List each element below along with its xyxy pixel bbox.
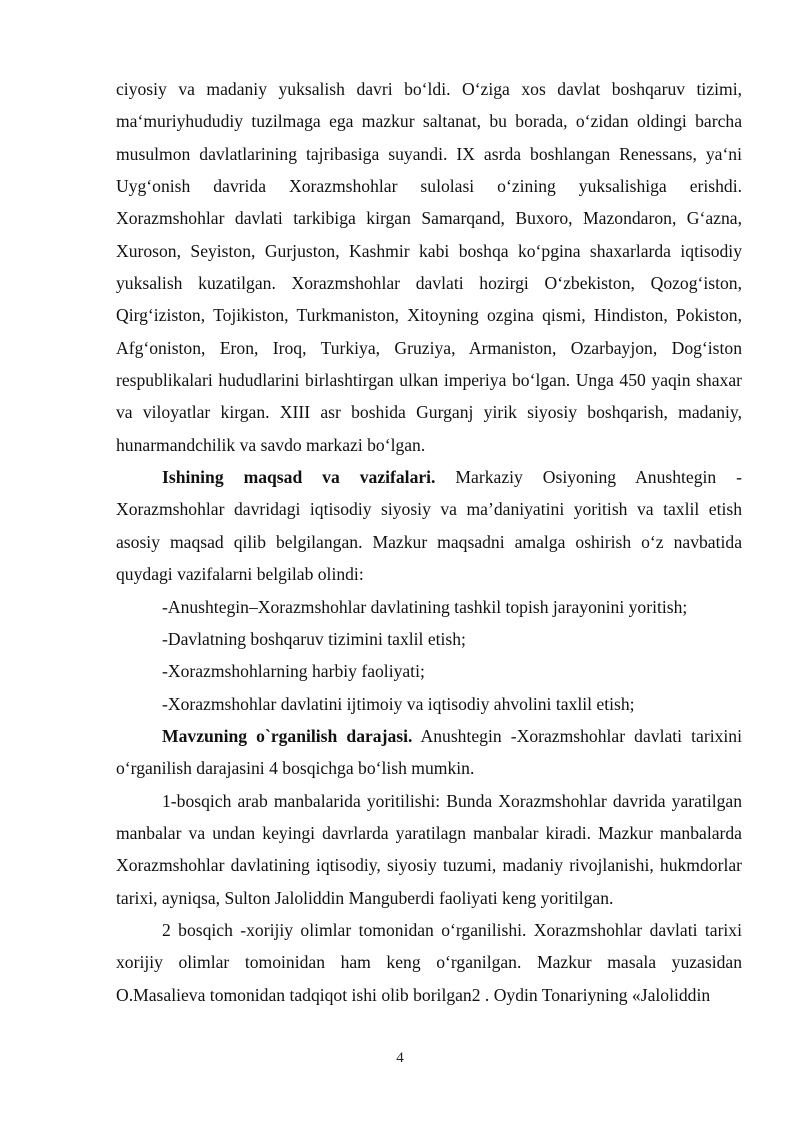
paragraph-study-level	[116, 720, 742, 785]
paragraph-stage-1: 1-bosqich arab manbalarida yoritilishi: Bunda Xorazmshohlar davrida yaratilgan manbalar va undan keyingi davrlarda yaratilagn manbalar kiradi. Mazkur manbalarda Xorazmshohlar davlatining iqtisodiy, siyosiy tuzumi, madaniy rivojlanishi, hukmdorlar tarixi, ayniqsa, Sulton Jaloliddin Manguberdi faoliyati keng yoritilgan.	[116, 790, 742, 908]
list-item: -Xorazmshohlarning harbiy faoliyati;	[162, 661, 425, 682]
paragraph-goals-body: Markaziy Osiyoning Anushtegin - Xorazmshohlar davridagi iqtisodiy siyosiy va ma’daniyatini yoritish va taxlil etish asosiy maqsad qilib belgilangan. Mazkur maqsadni amalga oshirish o‘z navbatida quydagi vazifalarni belgilab olindi:	[116, 467, 743, 585]
list-item: -Anushtegin–Xorazmshohlar davlatining tashkil topish jarayonini yoritish;	[162, 596, 688, 617]
paragraph-goals	[116, 461, 742, 590]
body-text	[116, 73, 742, 1011]
paragraph-study-level-body: Anushtegin -Xorazmshohlar davlati tarixini o‘rganilish darajasini 4 bosqichga bo‘lish mumkin.	[116, 725, 742, 779]
paragraph-stage-2: 2 bosqich -xorijiy olimlar tomonidan o‘rganilishi. Xorazmshohlar davlati tarixi xorijiy olimlar tomoinidan ham keng o‘rganilgan. Mazkur masala yuzasidan O.Masalieva tomonidan tadqiqot ishi olib borilgan2 . Oydin Tonariyning «Jaloliddin	[116, 919, 742, 1005]
list-item: -Davlatning boshqaruv tizimini taxlil etish;	[162, 628, 466, 649]
list-item: -Xorazmshohlar davlatini ijtimoiy va iqtisodiy ahvolini taxlil etish;	[162, 693, 635, 714]
heading-study-level: Mavzuning o`rganilish darajasi.	[162, 725, 413, 746]
heading-goals: Ishining maqsad va vazifalari.	[162, 467, 436, 488]
paragraph-intro: ciyosiy va madaniy yuksalish davri bo‘ldi. O‘ziga xos davlat boshqaruv tizimi, ma‘muriyhududiy tuzilmaga ega mazkur saltanat, bu borada, o‘zidan oldingi barcha musulmon davlatlarining tajribasiga suyandi. IX asrda boshlangan Renessans, ya‘ni Uyg‘onish davrida Xorazmshohlar sulolasi o‘zining yuksalishiga erishdi. Xorazmshohlar davlati tarkibiga kirgan Samarqand, Buxoro, Mazondaron, G‘azna, Xuroson, Seyiston, Gurjuston, Kashmir kabi boshqa ko‘pgina shaxarlarda iqtisodiy yuksalish kuzatilgan. Xorazmshohlar davlati hozirgi O‘zbekiston, Qozog‘iston, Qirg‘iziston, Tojikiston, Turkmaniston, Xitoyning ozgina qismi, Hindiston, Pokiston, Afg‘oniston, Eron, Iroq, Turkiya, Gruziya, Armaniston, Ozarbayjon, Dog‘iston respublikalari hududlarini birlashtirgan ulkan imperiya bo‘lgan. Unga 450 yaqin shaxar va viloyatlar kirgan. XIII asr boshida Gurganj yirik siyosiy boshqarish, madaniy, hunarmandchilik va savdo markazi bo‘lgan.	[116, 79, 742, 455]
page-number: 4	[396, 1050, 404, 1066]
